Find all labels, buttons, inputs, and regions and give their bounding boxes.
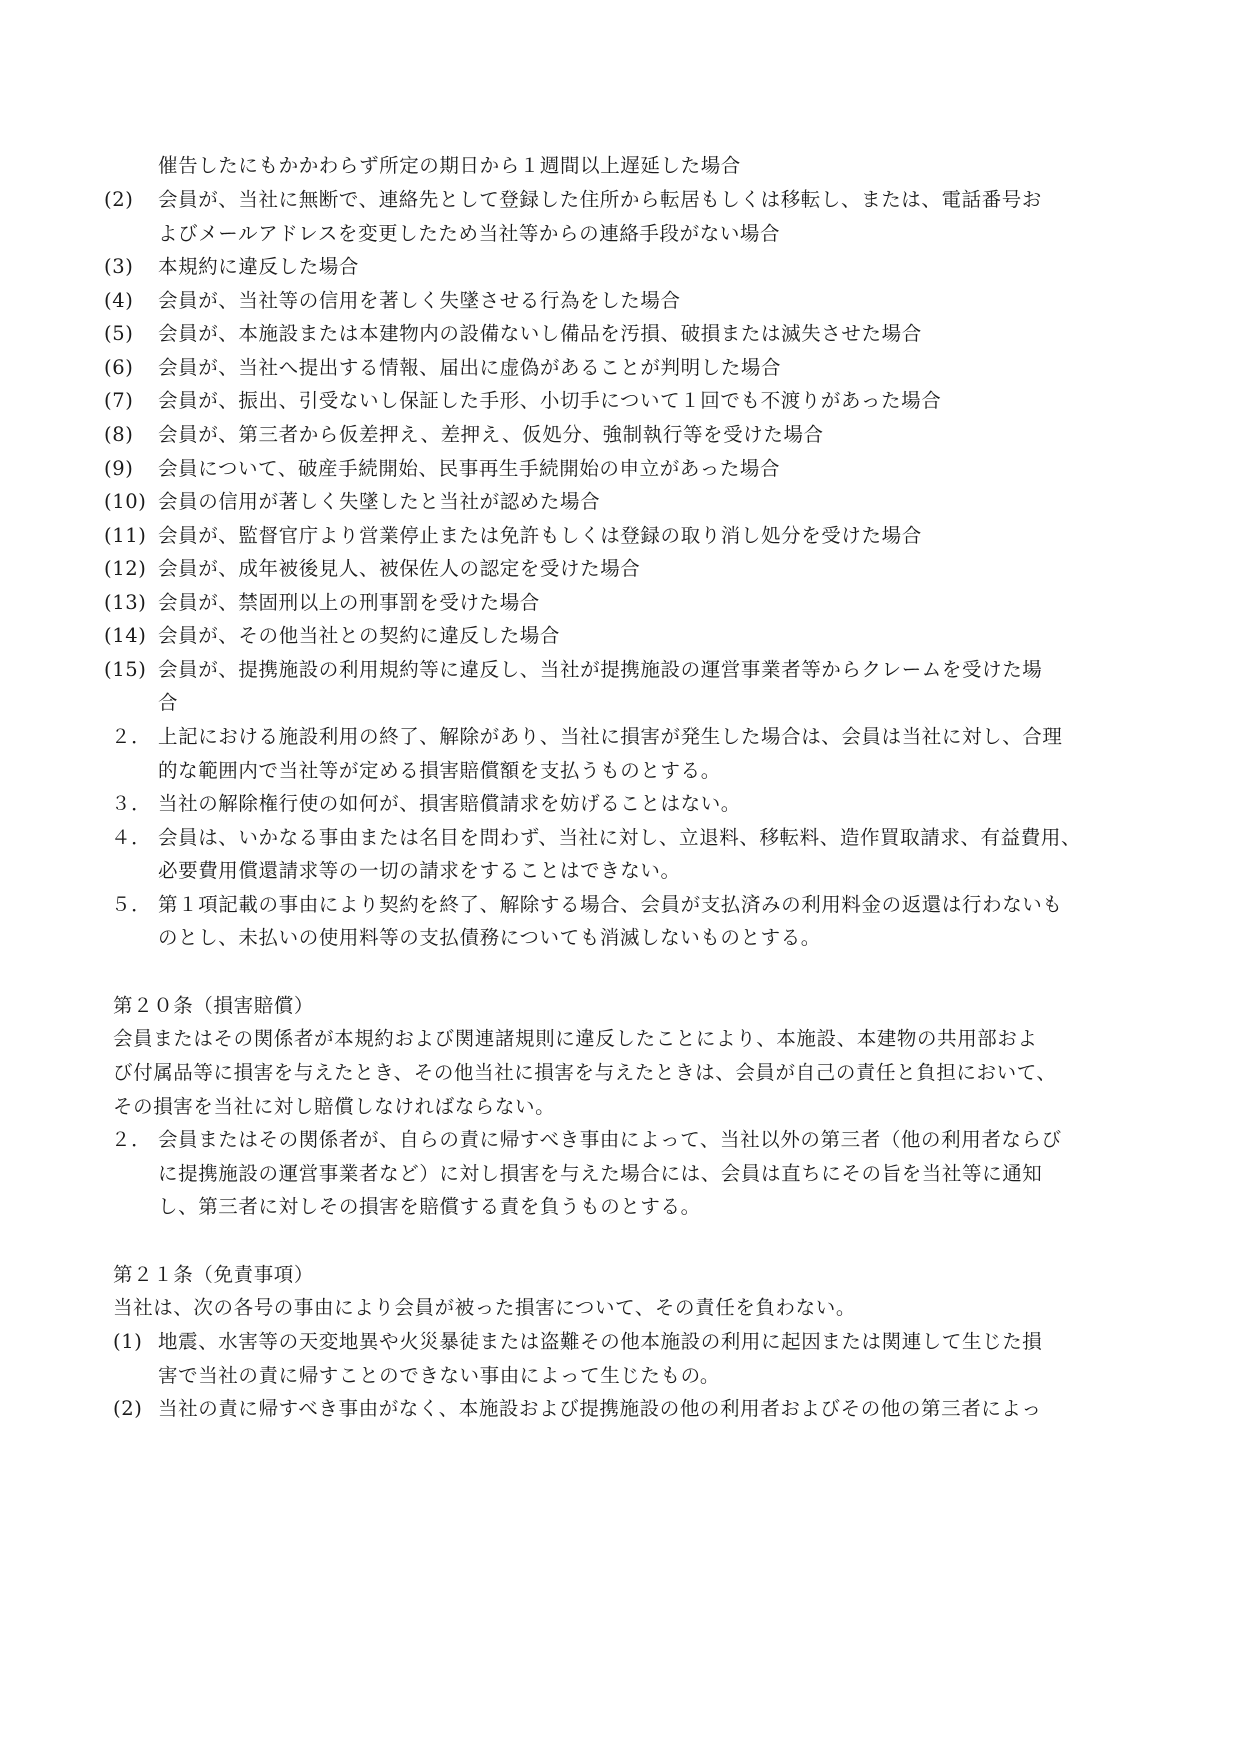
item-text: 会員が、当社に無断で、連絡先として登録した住所から転居もしくは移転し、または、電話番号お bbox=[158, 188, 1043, 211]
article-20-body: 会員またはその関係者が本規約および関連諸規則に違反したことにより、本施設、本建物の共用部およ bbox=[113, 1027, 1038, 1050]
item-number: (6) bbox=[104, 356, 134, 379]
paragraph-text: のとし、未払いの使用料等の支払債務についても消滅しないものとする。 bbox=[158, 926, 821, 949]
item-text: 当社の責に帰すべき事由がなく、本施設および提携施設の他の利用者およびその他の第三者によっ bbox=[158, 1397, 1042, 1420]
item-text: 会員が、当社等の信用を著しく失墜させる行為をした場合 bbox=[158, 289, 681, 312]
item-text: 会員が、その他当社との契約に違反した場合 bbox=[158, 624, 561, 647]
item-number: (5) bbox=[104, 322, 134, 345]
paragraph-number: ５． bbox=[111, 893, 152, 916]
article-20-title: 第２０条（損害賠償） bbox=[113, 994, 315, 1017]
paragraph-text: 会員は、いかなる事由または名目を問わず、当社に対し、立退料、移転料、造作買取請求、有益費用、 bbox=[158, 826, 1082, 849]
item-text: よびメールアドレスを変更したため当社等からの連絡手段がない場合 bbox=[158, 222, 781, 245]
item-text: 会員の信用が著しく失墜したと当社が認めた場合 bbox=[158, 490, 601, 513]
item-number: (2) bbox=[113, 1397, 143, 1420]
paragraph-text: に提携施設の運営事業者など）に対し損害を与えた場合には、会員は直ちにその旨を当社等に通知 bbox=[158, 1162, 1043, 1185]
item-text: 会員が、監督官庁より営業停止または免許もしくは登録の取り消し処分を受けた場合 bbox=[158, 524, 922, 547]
item-number: (14) bbox=[104, 624, 147, 647]
paragraph-number: ４． bbox=[111, 826, 152, 849]
item-number: (15) bbox=[104, 658, 147, 681]
paragraph-text: 会員またはその関係者が、自らの責に帰すべき事由によって、当社以外の第三者（他の利用者ならび bbox=[158, 1128, 1062, 1151]
item-number: (11) bbox=[104, 524, 147, 547]
item-text: 会員が、当社へ提出する情報、届出に虚偽があることが判明した場合 bbox=[158, 356, 782, 379]
item-text: 会員が、第三者から仮差押え、差押え、仮処分、強制執行等を受けた場合 bbox=[158, 423, 824, 446]
item-1-continuation: 催告したにもかかわらず所定の期日から１週間以上遅延した場合 bbox=[158, 154, 741, 177]
item-text: 会員が、禁固刑以上の刑事罰を受けた場合 bbox=[158, 591, 540, 614]
article-21-intro: 当社は、次の各号の事由により会員が被った損害について、その責任を負わない。 bbox=[113, 1296, 856, 1319]
item-text: 会員が、成年被後見人、被保佐人の認定を受けた場合 bbox=[158, 557, 641, 580]
item-text: 会員が、本施設または本建物内の設備ないし備品を汚損、破損または滅失させた場合 bbox=[158, 322, 922, 345]
article-21-title: 第２１条（免責事項） bbox=[113, 1263, 315, 1286]
item-number: (9) bbox=[104, 457, 134, 480]
item-number: (8) bbox=[104, 423, 134, 446]
item-text: 本規約に違反した場合 bbox=[158, 255, 360, 278]
item-number: (3) bbox=[104, 255, 134, 278]
item-number: (1) bbox=[113, 1330, 143, 1353]
item-number: (13) bbox=[104, 591, 147, 614]
item-text: 会員が、振出、引受ないし保証した手形、小切手について１回でも不渡りがあった場合 bbox=[158, 389, 942, 412]
item-number: (12) bbox=[104, 557, 147, 580]
article-20-body: び付属品等に損害を与えたとき、その他当社に損害を与えたときは、会員が自己の責任と負担において、 bbox=[113, 1061, 1057, 1084]
item-text: 会員について、破産手続開始、民事再生手続開始の申立があった場合 bbox=[158, 457, 781, 480]
paragraph-text: 当社の解除権行使の如何が、損害賠償請求を妨げることはない。 bbox=[158, 792, 741, 815]
paragraph-text: し、第三者に対しその損害を賠償する責を負うものとする。 bbox=[158, 1195, 701, 1218]
paragraph-number: ３． bbox=[111, 792, 152, 815]
paragraph-number: ２． bbox=[111, 725, 152, 748]
item-number: (4) bbox=[104, 289, 134, 312]
paragraph-text: 第１項記載の事由により契約を終了、解除する場合、会員が支払済みの利用料金の返還は行わないも bbox=[158, 893, 1063, 916]
item-number: (2) bbox=[104, 188, 134, 211]
paragraph-number: ２． bbox=[111, 1128, 152, 1151]
paragraph-text: 必要費用償還請求等の一切の請求をすることはできない。 bbox=[158, 859, 681, 882]
item-number: (10) bbox=[104, 490, 147, 513]
paragraph-text: 上記における施設利用の終了、解除があり、当社に損害が発生した場合は、会員は当社に対し、合理 bbox=[158, 725, 1063, 748]
paragraph-text: 的な範囲内で当社等が定める損害賠償額を支払うものとする。 bbox=[158, 759, 721, 782]
item-text: 会員が、提携施設の利用規約等に違反し、当社が提携施設の運営事業者等からクレームを受けた場 bbox=[158, 658, 1043, 681]
item-text: 地震、水害等の天変地異や火災暴徒または盗難その他本施設の利用に起因または関連して生じた損 bbox=[158, 1330, 1043, 1353]
article-20-body: その損害を当社に対し賠償しなければならない。 bbox=[113, 1095, 556, 1118]
item-text: 害で当社の責に帰すことのできない事由によって生じたもの。 bbox=[158, 1364, 721, 1387]
item-text: 合 bbox=[158, 691, 179, 714]
item-number: (7) bbox=[104, 389, 134, 412]
